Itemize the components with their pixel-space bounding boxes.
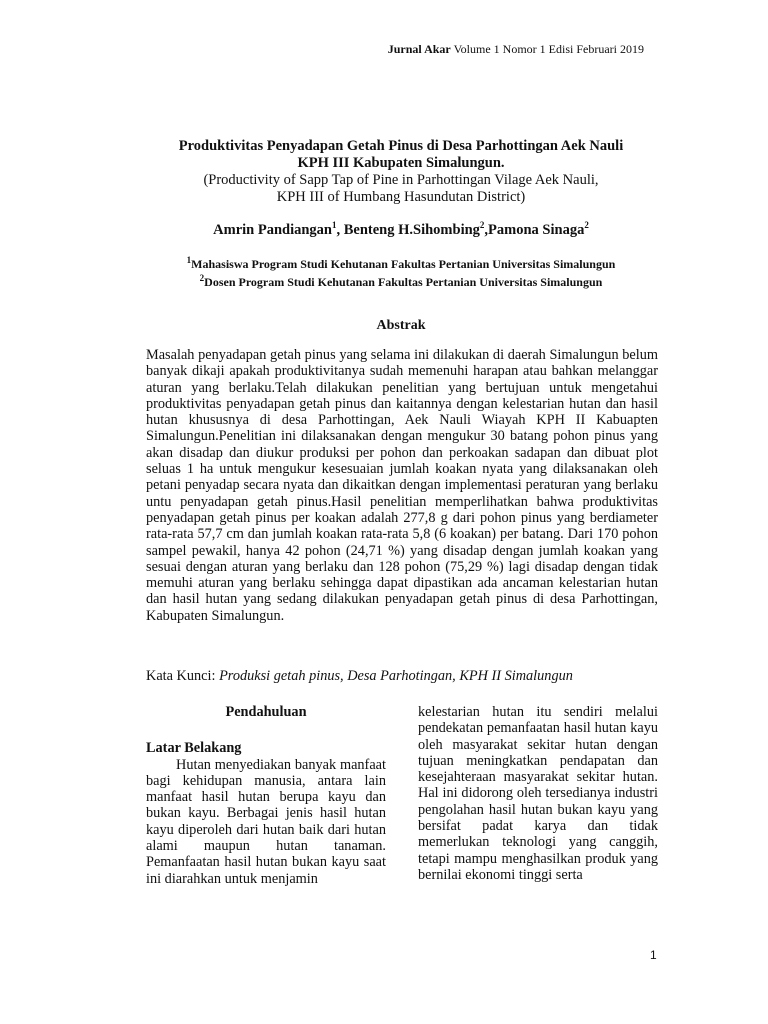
author-name: Pamona Sinaga — [488, 221, 585, 238]
author-separator: , — [336, 221, 344, 238]
paper-title-line-2: KPH III Kabupaten Simalungun. — [297, 155, 505, 171]
journal-name: Jurnal Akar — [387, 42, 451, 56]
author-name: Benteng H.Sihombing — [343, 221, 480, 238]
affiliation-line — [100, 271, 702, 289]
right-column-paragraph: kelestarian hutan itu sendiri melalui pendekatan pemanfaatan hasil hutan kayu oleh masyarakat sekitar hutan dengan tujuan meningkatkan pendapatan dan kesejahteraan masyarakat sekitar hutan. Hal ini didorong oleh tersedianya industri pengolahan hasil hutan bukan kayu yang bersifat padat karya dan tidak memerlukan teknologi yang canggih, tetapi mampu menghasilkan produk yang bernilai ekonomi tinggi serta — [418, 704, 658, 883]
title-block — [100, 138, 702, 206]
author-separator: , — [484, 221, 489, 238]
affiliation-line — [100, 253, 702, 271]
running-header — [388, 42, 644, 57]
keywords-value: Produksi getah pinus, Desa Parhotingan, KPH II Simalungun — [219, 668, 573, 684]
left-column — [146, 704, 386, 887]
author-affiliation-mark: 2 — [479, 220, 485, 230]
abstract-text: Masalah penyadapan getah pinus yang selama ini dilakukan di daerah Simalungun belum banyak dikaji apakah produktivitanya sudah memenuhi harapan atau bahkan melanggar aturan yang berlaku.Telah dilakukan penelitian yang bertujuan untuk mengetahui produktivitas penyadapan getah pinus dan kaitannya dengan kelestarian hutan dan hasil hutan khususnya di desa Parhottingan, Aek Nauli Wiayah KPH II Kabuapten Simalungun.Penelitian ini dilaksanakan dengan mengukur 30 batang pohon pinus yang akan disadap dan diukur produksi per pohon dan perkoakan sadapan dan dibuat plot seluas 1 ha untuk mengukur kesesuaian jumlah koakan nyata yang dilaksanakan oleh petani penyadap secara nyata dan dikaitkan dengan implementasi peraturan yang berlaku untu penyadapan getah pinus.Hasil penelitian memperlihatkan bahwa produktivitas penyadapan getah pinus per koakan adalah 277,8 g dari pohon pinus yang berdiameter rata-rata 57,7 cm dan jumlah koakan rata-rata 5,8 (6 koakan) per batang. Dari 170 pohon sampel pewakil, hanya 42 pohon (24,71 %) yang disadap dengan jumlah koakan yang sesuai dengan aturan yang berlaku dan 128 pohon (75,29 %) lagi disadap dengan tidak memuhi aturan yang berlaku sehingga dapat dipastikan ada ancaman kelestarian hutan dan hasil hutan yang sedang dilakukan penyadapan getah pinus di desa Parhottingan, Kabupaten Simalungun. — [146, 347, 658, 624]
affiliation-mark: 1 — [186, 255, 192, 265]
author-name: Amrin Pandiangan — [213, 221, 332, 238]
page-number: 1 — [650, 948, 657, 962]
affiliation-mark: 2 — [199, 273, 205, 283]
subsection-heading: Latar Belakang — [146, 740, 242, 757]
abstract-heading: Abstrak — [376, 318, 426, 333]
affiliations — [100, 253, 702, 289]
paper-title-line-1: Produktivitas Penyadapan Getah Pinus di Desa Parhottingan Aek Nauli — [178, 138, 624, 154]
body-paragraph: Hutan menyediakan banyak manfaat bagi kehidupan manusia, antara lain manfaat hasil hutan berupa kayu dan bukan kayu. Berbagai jenis hasil hutan kayu diperoleh dari hutan baik dari hutan alami maupun hutan tanaman. Pemanfaatan hasil hutan bukan kayu saat ini diarahkan untuk menjamin — [146, 756, 386, 887]
keywords — [146, 668, 658, 685]
author-affiliation-mark: 2 — [584, 220, 589, 230]
keywords-label: Kata Kunci: — [146, 668, 220, 684]
affiliation-text: Mahasiswa Program Studi Kehutanan Fakultas Pertanian Universitas Simalungun — [191, 257, 616, 271]
english-title-line-2: KPH III of Humbang Hasundutan District) — [276, 189, 526, 205]
author-list — [100, 220, 702, 239]
author-affiliation-mark: 1 — [332, 220, 337, 230]
english-title-line-1: (Productivity of Sapp Tap of Pine in Parhottingan Vilage Aek Nauli, — [203, 172, 599, 188]
journal-issue: Volume 1 Nomor 1 Edisi Februari 2019 — [453, 42, 644, 56]
affiliation-text: Dosen Program Studi Kehutanan Fakultas Pertanian Universitas Simalungun — [204, 275, 603, 289]
section-heading: Pendahuluan — [225, 704, 307, 720]
